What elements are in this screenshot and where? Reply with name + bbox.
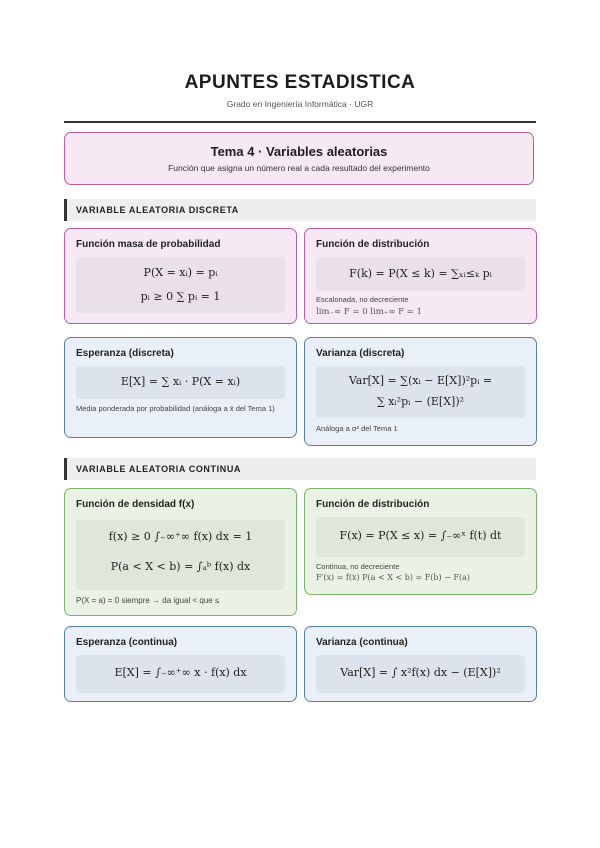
section-discrete-label: VARIABLE ALEATORIA DISCRETA xyxy=(76,205,239,215)
card-cdf-continuous-relations: F′(x) = f(x) P(a < X < b) = F(b) − F(a) xyxy=(316,573,471,582)
card-pdf xyxy=(64,488,297,616)
card-variance-discrete-formula-2: ∑ xᵢ²pᵢ − (E[X])² xyxy=(376,395,465,408)
section-continuous-label: VARIABLE ALEATORIA CONTINUA xyxy=(76,464,242,474)
card-cdf-discrete xyxy=(304,228,537,324)
card-expectation-discrete-formula-box xyxy=(76,366,285,399)
card-pmf-formula-2: pᵢ ≥ 0 ∑ pᵢ = 1 xyxy=(140,290,221,303)
card-expectation-discrete xyxy=(64,337,297,438)
card-cdf-discrete-formula: F(k) = P(X ≤ k) = ∑ₓᵢ≤ₖ pᵢ xyxy=(349,267,492,280)
card-expectation-continuous xyxy=(64,626,297,702)
card-variance-discrete-formula-1: Var[X] = ∑(xᵢ − E[X])²pᵢ = xyxy=(348,374,493,387)
card-cdf-discrete-title: Función de distribución xyxy=(316,239,430,250)
card-variance-continuous-title: Varianza (continua) xyxy=(316,637,408,648)
card-cdf-continuous-formula-box xyxy=(316,517,525,557)
card-cdf-continuous-note: Continua, no decreciente xyxy=(316,562,400,571)
card-expectation-discrete-title: Esperanza (discreta) xyxy=(76,348,174,359)
card-cdf-continuous-title: Función de distribución xyxy=(316,499,430,510)
card-expectation-continuous-formula: E[X] = ∫₋∞⁺∞ x · f(x) dx xyxy=(114,666,247,679)
card-expectation-discrete-note: Media ponderada por probabilidad (análoga a x̄ del Tema 1) xyxy=(76,404,275,413)
card-pdf-formula-1: f(x) ≥ 0 ∫₋∞⁺∞ f(x) dx = 1 xyxy=(108,530,253,543)
topic-title: Tema 4 · Variables aleatorias xyxy=(210,144,388,159)
card-expectation-discrete-formula: E[X] = ∑ xᵢ · P(X = xᵢ) xyxy=(120,375,241,388)
topic-box xyxy=(64,132,534,185)
card-cdf-continuous xyxy=(304,488,537,595)
card-cdf-discrete-note: Escalonada, no decreciente xyxy=(316,295,409,304)
card-pdf-title: Función de densidad f(x) xyxy=(76,499,195,510)
card-variance-discrete xyxy=(304,337,537,446)
card-pdf-formula-box xyxy=(76,520,285,590)
card-expectation-continuous-title: Esperanza (continua) xyxy=(76,637,178,648)
document-header xyxy=(64,72,536,109)
card-pdf-formula-2: P(a < X < b) = ∫ₐᵇ f(x) dx xyxy=(110,560,251,573)
card-pmf-formula-box xyxy=(76,257,285,313)
section-discrete xyxy=(64,199,536,221)
document-subtitle: Grado en Ingeniería Informática · UGR xyxy=(226,99,374,109)
card-variance-continuous-formula: Var[X] = ∫ x²f(x) dx − (E[X])² xyxy=(340,666,501,679)
card-cdf-discrete-formula-box xyxy=(316,257,525,291)
card-variance-discrete-note: Análoga a σ² del Tema 1 xyxy=(316,424,398,433)
card-pmf-formula-1: P(X = xᵢ) = pᵢ xyxy=(143,266,218,279)
section-continuous xyxy=(64,458,536,480)
topic-description: Función que asigna un número real a cada resultado del experimento xyxy=(168,163,430,173)
card-variance-continuous-formula-box xyxy=(316,655,525,693)
header-divider xyxy=(64,121,536,123)
card-variance-discrete-title: Varianza (discreta) xyxy=(316,348,405,359)
card-pmf xyxy=(64,228,297,324)
card-expectation-continuous-formula-box xyxy=(76,655,285,693)
document-title: APUNTES ESTADISTICA xyxy=(184,72,416,93)
card-pmf-title: Función masa de probabilidad xyxy=(76,239,221,250)
card-variance-discrete-formula-box xyxy=(316,366,525,418)
card-pdf-note: P(X = a) = 0 siempre → da igual < que ≤ xyxy=(76,596,220,605)
card-variance-continuous xyxy=(304,626,537,702)
card-cdf-continuous-formula: F(x) = P(X ≤ x) = ∫₋∞ˣ f(t) dt xyxy=(339,529,502,542)
card-cdf-discrete-limits: lim₋∞ F = 0 lim₊∞ F = 1 xyxy=(316,307,422,317)
